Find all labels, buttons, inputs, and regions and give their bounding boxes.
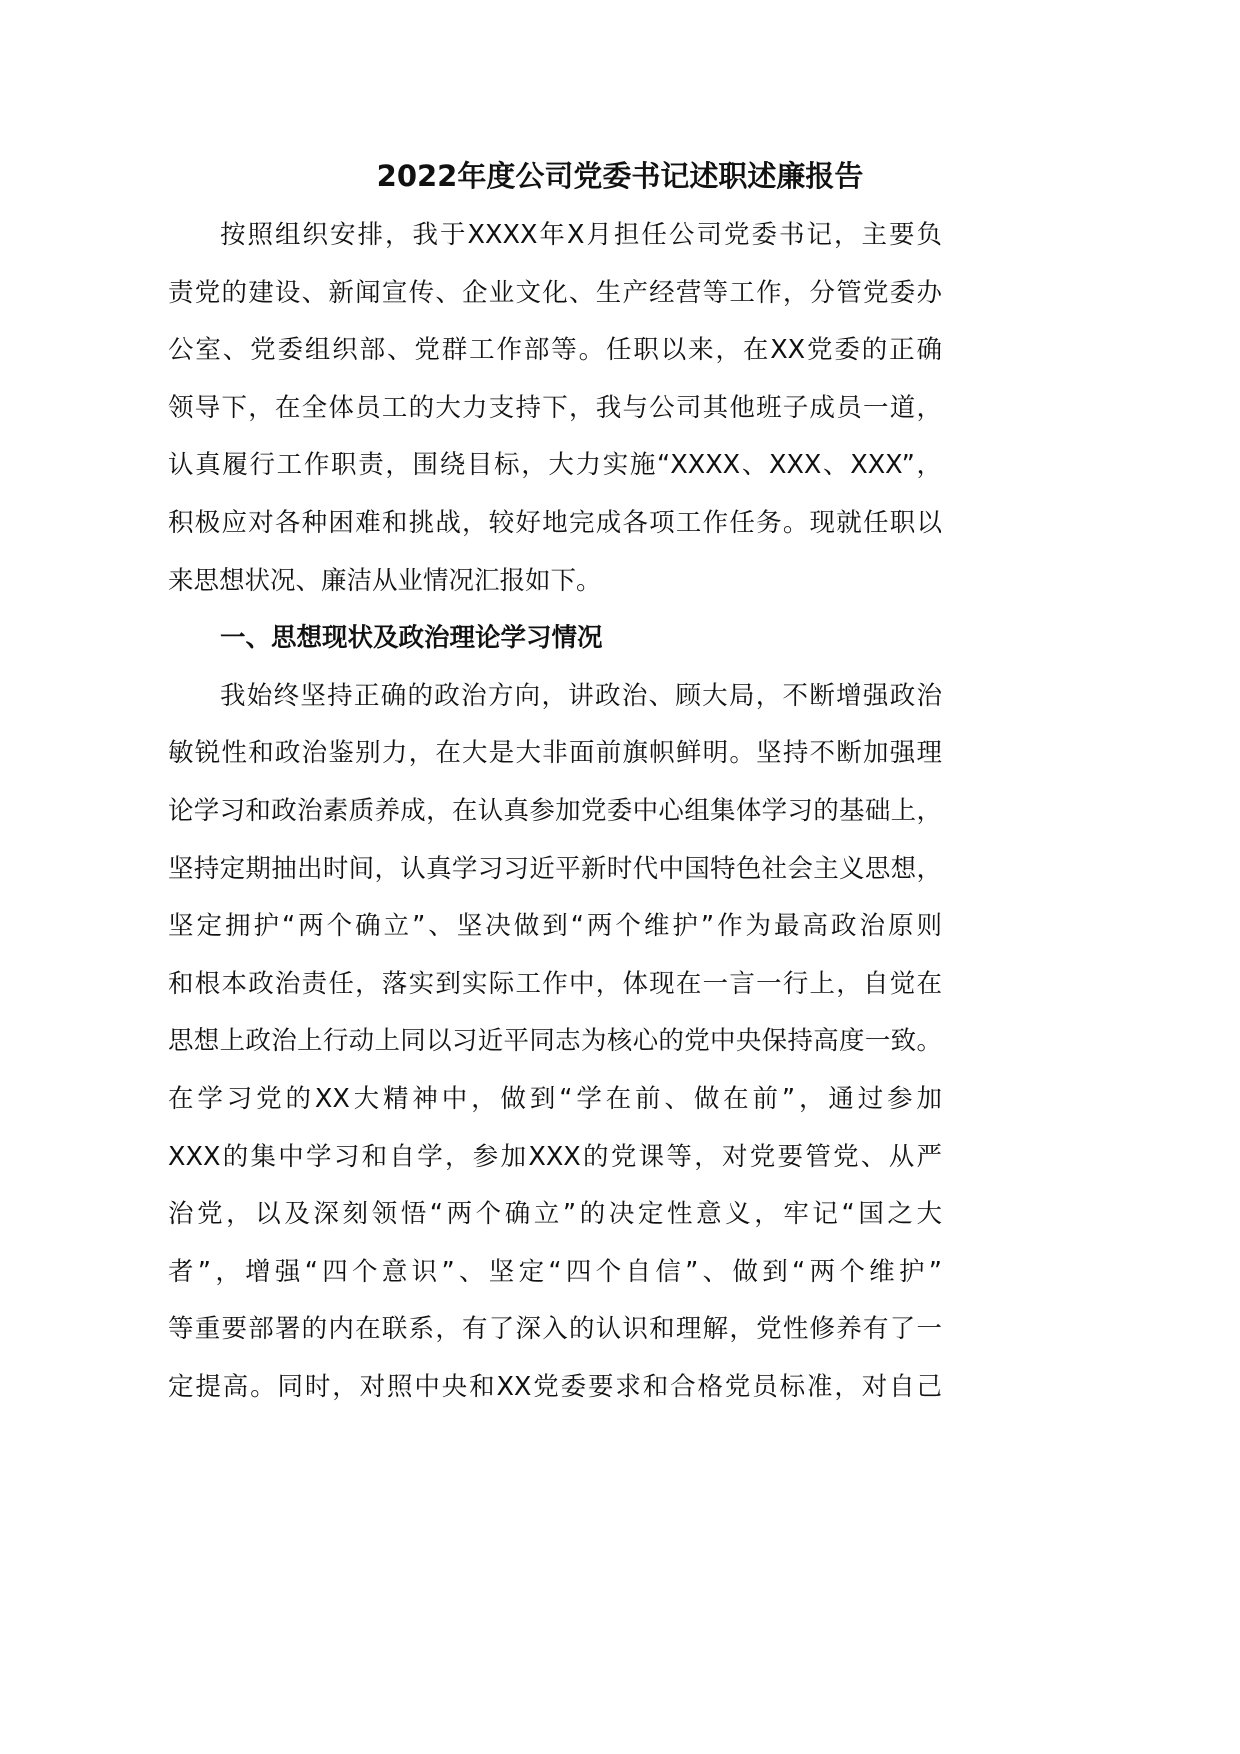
paragraph-line: 领导下，在全体员工的大力支持下，我与公司其他班子成员一道，: [168, 392, 942, 423]
paragraph-line: 敏锐性和政治鉴别力，在大是大非面前旗帜鲜明。坚持不断加强理: [168, 738, 942, 769]
paragraph-line: 坚持定期抽出时间，认真学习习近平新时代中国特色社会主义思想，: [168, 853, 942, 884]
paragraph-line: 坚定拥护“两个确立”、坚决做到“两个维护”作为最高政治原则: [168, 911, 942, 942]
paragraph-line: 按照组织安排，我于XXXX年X月担任公司党委书记，主要负: [220, 220, 942, 250]
paragraph-line: 在学习党的XX大精神中，做到“学在前、做在前”，通过参加: [168, 1083, 942, 1114]
paragraph-line: 来思想状况、廉洁从业情况汇报如下。: [168, 565, 602, 596]
paragraph-line: 等重要部署的内在联系，有了深入的认识和理解，党性修养有了一: [168, 1314, 942, 1345]
paragraph-line: 和根本政治责任，落实到实际工作中，体现在一言一行上，自觉在: [168, 968, 942, 999]
paragraph-line: XXX的集中学习和自学，参加XXX的党课等，对党要管党、从严: [168, 1141, 942, 1172]
paragraph-line: 积极应对各种困难和挑战，较好地完成各项工作任务。现就任职以: [168, 507, 942, 538]
paragraph-line: 治党，以及深刻领悟“两个确立”的决定性意义，牢记“国之大: [168, 1199, 942, 1230]
paragraph-line: 者”，增强“四个意识”、坚定“四个自信”、做到“两个维护”: [168, 1256, 942, 1287]
document-body: [168, 207, 942, 1416]
paragraph-line: 认真履行工作职责，围绕目标，大力实施“XXXX、XXX、XXX”，: [168, 450, 942, 481]
paragraph-line: 我始终坚持正确的政治方向，讲政治、顾大局，不断增强政治: [220, 680, 942, 711]
paragraph-line: 公室、党委组织部、党群工作部等。任职以来，在XX党委的正确: [168, 335, 942, 366]
paragraph-line: 思想上政治上行动上同以习近平同志为核心的党中央保持高度一致。: [168, 1026, 942, 1057]
paragraph-line: 论学习和政治素质养成，在认真参加党委中心组集体学习的基础上，: [168, 795, 942, 826]
document-title: 2022年度公司党委书记述职述廉报告: [376, 159, 864, 193]
section-heading: 一、思想现状及政治理论学习情况: [220, 623, 603, 654]
paragraph-line: 定提高。同时，对照中央和XX党委要求和合格党员标准，对自己: [168, 1371, 942, 1402]
paragraph-line: 责党的建设、新闻宣传、企业文化、生产经营等工作，分管党委办: [168, 277, 942, 308]
